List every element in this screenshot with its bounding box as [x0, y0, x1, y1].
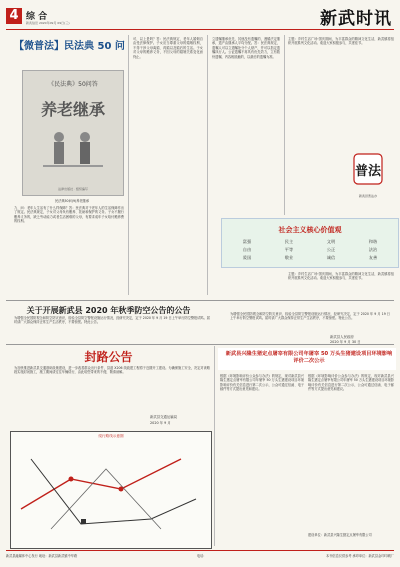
value-item: 友善: [368, 255, 378, 260]
value-item: 平等: [284, 247, 294, 252]
value-item: 敬业: [284, 255, 294, 260]
banner-row-2: [226, 247, 394, 253]
footer-mid: 电话：: [196, 554, 207, 558]
value-item: 爱国: [242, 255, 252, 260]
notice-date: 2020 年 9 月 30 日: [330, 340, 361, 344]
banner-row-1: [226, 239, 394, 245]
core-values-banner: [221, 218, 399, 268]
feature-title: 【微普法】民法典 50 问: [14, 41, 125, 52]
value-item: 富强: [242, 239, 252, 244]
column-divider: [214, 346, 215, 546]
section-title: 综 合: [26, 12, 48, 22]
feature-paragraph-right: 立遗嘱继承优先，其他没有遗嘱的，遵循法定继承，遗产由继承人平均分配。答：民法典规定，遗嘱人可以立遗嘱处分个人财产，并可以指定遗嘱执行人。公证遗嘱不再具有优先效力，立有数份遗嘱，内容相抵触的，以最后的遗嘱为准。: [212, 37, 280, 59]
road-closure-title: 封路公告: [84, 350, 133, 364]
section-rule: [6, 300, 394, 301]
section-rule: [6, 344, 394, 345]
value-item: 民主: [284, 239, 294, 244]
detour-map-drawing: [11, 439, 209, 539]
value-item: 自由: [242, 247, 252, 252]
newspaper-brand: 新武时讯: [320, 9, 392, 29]
date-line: 新武信息 2020年09月 09日(三): [26, 21, 70, 25]
book-cover-publisher: 法律出版社 · 组织编写: [58, 187, 88, 191]
detour-map: [10, 431, 212, 549]
eia-notice-body-right: 根据《环境影响评价公众参与办法》的规定，现对新武县兴隆生猪定点屠宰有限公司年屠宰 50 万头生猪建设项目环境影响评价有关信息进行第二次公示，公众可通过信函、电子邮件等方式提出意见和建议。: [308, 374, 394, 392]
book-cover-small-title: 《民法典》50问答: [48, 81, 98, 88]
column-divider: [284, 35, 285, 215]
elderly-couple-illustration: [23, 125, 123, 185]
book-cover-caption: 民法典50问(9)养老继承: [54, 199, 90, 203]
road-closure-body: 为加快推进新武县交通基础设施建设，进一步改善群众出行条件，县道 X206 线改建工程将于近期开工建设。为确保施工安全，决定对该路段实施封闭施工，施工期间请过往车辆绕行，由此给您带来的不便，敬请谅解。: [14, 366, 210, 375]
closure-date: 2020 年 9 月: [150, 421, 171, 425]
air-defense-notice-body-cont: 为增强全民国防观念和防空防灾意识，检验全县防空警报设施运行情况，经研究决定，定于 2020 年 9 月 19 日上午举行防空警报试鸣。届时请广大群众保持正常生产生活秩序，不要惊慌。特此公告。: [230, 312, 390, 321]
map-caption: 绕行路线示意图: [98, 434, 124, 438]
feature-paragraph-left: 九、问：老年人生活有了什么样保障？答：民法典对于老年人的生活保障作出了规定。民法典规定，子女对父母负有赡养、扶助和保护的义务。子女不履行赡养义务的，缺乏劳动能力或者生活困难的父母，有要求成年子女给付赡养费的权利。: [14, 206, 124, 224]
value-item: 诚信: [326, 255, 336, 260]
sidebar-paragraph: 主题：乡村生活广场·国庆期间，为丰富群众的精神文化生活，新武镇将组织开展系列文化活动。欢迎大家积极参与，共度佳节。: [288, 37, 394, 46]
law-logo-caption: 新武县普法办: [358, 194, 377, 198]
eia-contact: 建设单位：新武县兴隆生猪定点屠宰有限公司: [308, 533, 372, 537]
law-logo-icon: [348, 150, 388, 190]
air-defense-notice-title: 关于开展新武县 2020 年秋季防空公告的公告: [26, 306, 191, 315]
footer-left: 新武县融媒体中心发行 地址：新武县新武镇中华路: [6, 554, 78, 558]
column-divider: [128, 35, 129, 295]
sidebar-extra: 主题：乡村生活广场·国庆期间，为丰富群众的精神文化生活，新武镇将组织开展系列文化活动。欢迎大家积极参与，共度佳节。: [288, 272, 394, 281]
value-item: 文明: [326, 239, 336, 244]
air-defense-notice-body: 为增强全民国防观念和防空防灾意识，检验全县防空警报设施运行情况，经研究决定，定于 2020 年 9 月 19 日上午举行防空警报试鸣。届时请广大群众保持正常生产生活秩序，不要惊慌。特此公告。: [14, 316, 210, 325]
law-logo-text: 普法: [354, 164, 382, 179]
book-cover-image: [22, 70, 124, 196]
value-item: 和谐: [368, 239, 378, 244]
book-cover-main-title: 养老继承: [40, 100, 105, 119]
law-education-logo: [348, 150, 388, 200]
banner-title: 社会主义核心价值观: [278, 226, 342, 234]
eia-notice-body-left: 根据《环境影响评价公众参与办法》的规定，现对新武县兴隆生猪定点屠宰有限公司年屠宰 50 万头生猪建设项目环境影响评价有关信息进行第二次公示，公众可通过信函、电子邮件等方式提出意见和建议。: [220, 374, 304, 392]
value-item: 公正: [326, 247, 336, 252]
feature-paragraph-mid: 可，以上是吗？答：民法典规定，老年人婚姻自由受法律保护。子女应当尊重父母的婚姻权利，不得干涉父母离婚、再婚以及婚后的生活。子女对父母的赡养义务，不因父母的婚姻关系变化而终止。: [133, 37, 203, 59]
notice-signature: 新武县人民政府: [330, 335, 354, 339]
banner-row-3: [226, 255, 394, 261]
footer: [6, 553, 394, 558]
header-rule: [6, 29, 394, 30]
footer-right: 本刊信息仅供参考 承印单位：新武县金印印刷厂: [326, 554, 394, 558]
page-number: 4: [6, 8, 22, 24]
closure-signature: 新武县交通运输局: [150, 415, 178, 419]
value-item: 法治: [368, 247, 378, 252]
column-divider: [207, 35, 208, 295]
eia-notice-title: 新武县兴隆生猪定点屠宰有限公司年屠宰 50 万头生猪建设项目环境影响评价二次公示: [225, 351, 393, 364]
footer-rule: [6, 550, 394, 551]
